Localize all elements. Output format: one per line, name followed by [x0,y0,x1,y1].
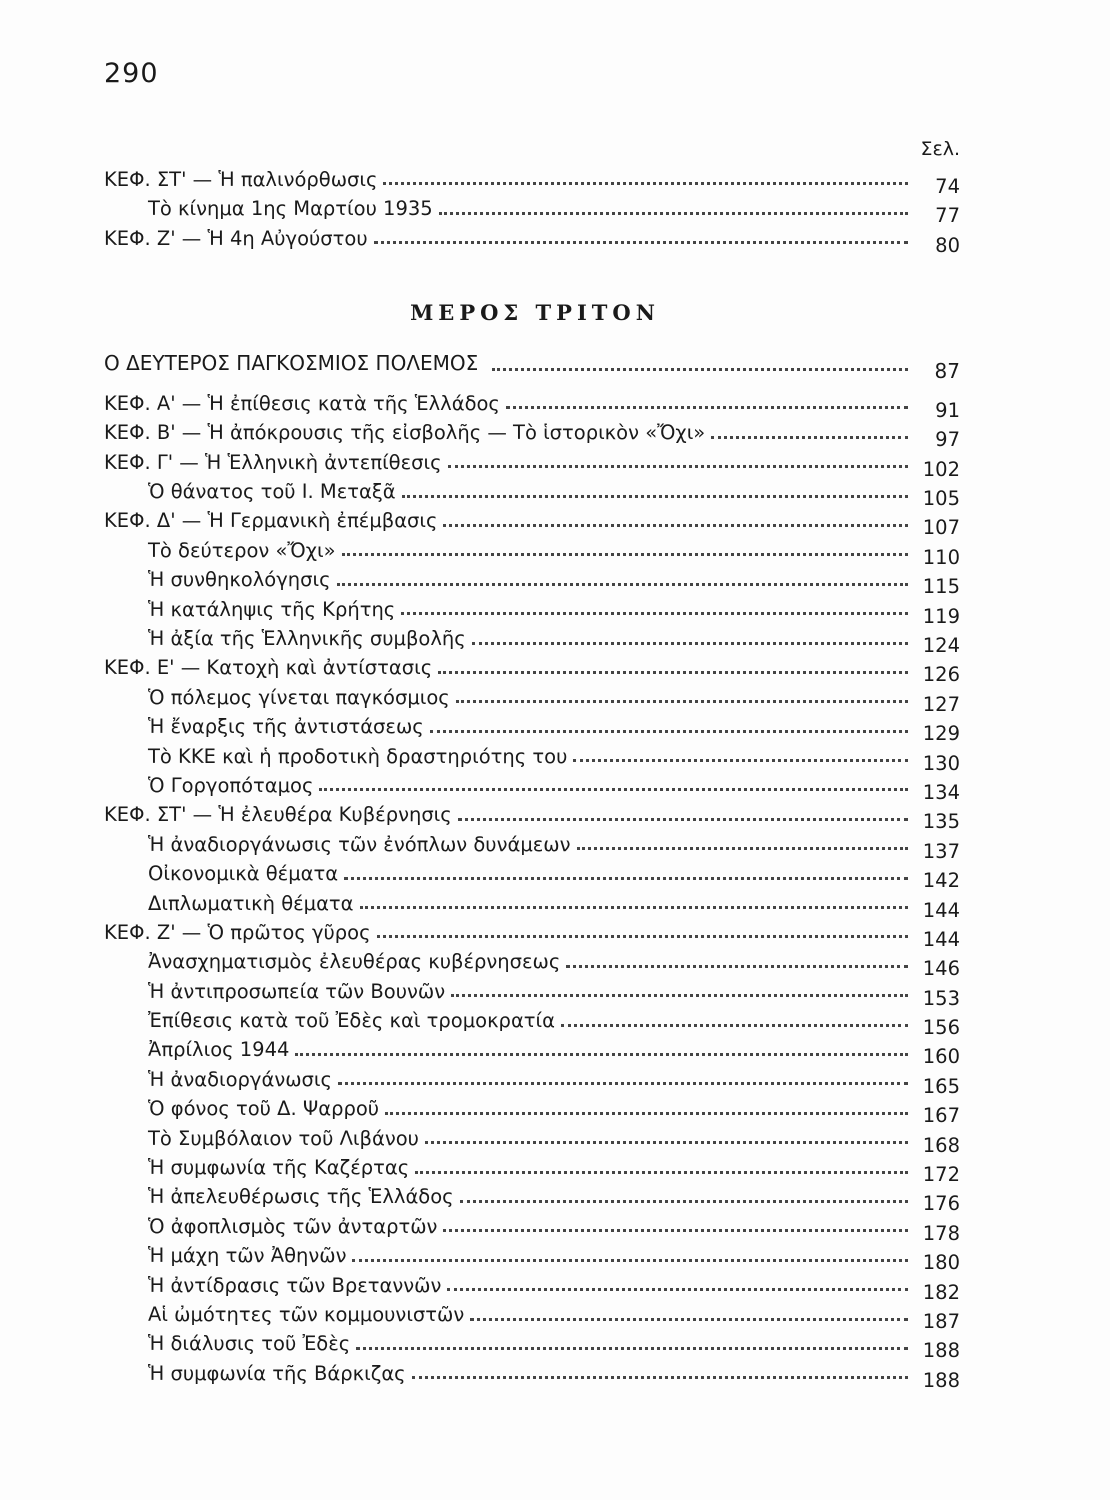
toc-entry-title: ΚΕΦ. Γ' — Ἡ Ἑλληνικὴ ἀντεπίθεσις [104,450,442,474]
toc-entry-page: 176 [922,1192,960,1216]
toc-entry [104,1089,960,1128]
toc-entry [104,384,960,422]
dot-leader [506,406,908,409]
dot-leader [415,1171,908,1174]
toc-entry-title: Ὁ φόνος τοῦ Δ. Ψαρροῦ [148,1097,380,1121]
toc-entry [104,1207,960,1245]
toc-entry [104,443,960,481]
dot-leader [360,906,908,909]
toc-entry [104,590,960,628]
toc-entry-title: ΚΕΦ. ΣΤ' — Ἡ παλινόρθωσις [104,167,378,191]
dot-leader [295,1053,908,1056]
toc-entry-page: 188 [922,1339,960,1363]
toc-entry-title: Ἡ συμφωνία τῆς Βάρκιζας [148,1361,406,1385]
toc-entry [104,413,960,452]
toc-entry [104,1295,960,1333]
dot-leader [711,436,908,439]
toc-entry [104,189,960,228]
dot-leader [470,1318,908,1321]
toc-entry-page: 102 [922,457,960,481]
toc-entry [104,707,960,746]
toc-entry-page: 124 [922,634,960,658]
toc-entry-title: Τὸ κίνημα 1ης Μαρτίου 1935 [148,197,433,221]
toc-entry-page: 107 [922,516,960,540]
toc-entry-title: Ἡ συνθηκολόγησις [148,568,331,592]
dot-leader [492,368,908,371]
toc-entry [104,560,960,599]
toc-entry-title: ΚΕΦ. Δ' — Ἡ Γερμανικὴ ἐπέμβασις [104,509,438,533]
dot-leader [342,553,909,556]
toc-entry-title: Ὁ θάνατος τοῦ Ι. Μεταξᾶ [148,480,396,504]
dot-leader [401,612,908,615]
toc-entry-title: Ἡ διάλυσις τοῦ Ἐδὲς [148,1332,351,1356]
dot-leader [448,465,908,468]
toc-entry-title: ΚΕΦ. Α' — Ἡ ἐπίθεσις κατὰ τῆς Ἑλλάδος [104,391,500,415]
page-column-label: Σελ. [920,138,960,160]
page-number: 290 [104,58,159,89]
toc-entry-page: 127 [922,692,960,716]
toc-entry-title: Τὸ Συμβόλαιον τοῦ Λιβάνου [148,1126,419,1150]
dot-leader [430,730,908,733]
toc-entry [104,942,960,981]
toc-entry-page: 146 [922,957,960,981]
toc-entry-title: Ἐπίθεσις κατὰ τοῦ Ἐδὲς καὶ τρομοκρατία [148,1009,555,1033]
toc-entry [104,737,960,775]
toc-entry [104,766,960,804]
toc-entry-title: Ἡ συμφωνία τῆς Καζέρτας [148,1156,410,1180]
toc-entry [104,1236,960,1275]
dot-leader [472,642,908,645]
toc-entry-title: Διπλωματικὴ θέματα [148,891,354,915]
part-heading: ΜΕΡΟΣ ΤΡΙΤΟΝ [410,300,660,325]
toc-top-entries [104,160,960,257]
toc-entry-page: 130 [922,751,960,775]
toc-entry-page: 168 [922,1133,960,1157]
toc-entry-title: Ὁ πόλεμος γίνεται παγκόσμιος [148,685,450,709]
toc-entry-page: 77 [935,204,960,228]
section-title: Ο ΔΕΥΤΕΡΟΣ ΠΑΓΚΟΣΜΙΟΣ ΠΟΛΕΜΟΣ [104,351,479,375]
dot-leader [438,671,908,674]
toc-entry-page: 126 [922,663,960,687]
toc-entry-page: 153 [922,986,960,1010]
toc-entry [104,1148,960,1187]
toc-entry-title: Ἡ μάχη τῶν Ἀθηνῶν [148,1244,347,1268]
toc-entry-title: ΚΕΦ. Ε' — Κατοχὴ καὶ ἀντίστασις [104,656,433,680]
toc-entry [104,1001,960,1040]
toc-entry-page: 187 [922,1310,960,1333]
toc-entry [104,619,960,658]
toc-entry [104,1178,960,1216]
dot-leader [338,1082,908,1085]
dot-leader [447,1288,908,1291]
toc-entry-page: 160 [922,1045,960,1069]
dot-leader [385,1112,908,1115]
toc-entry-title: Ἡ ἀπελευθέρωσις τῆς Ἑλλάδος [148,1185,454,1209]
toc-entry-page: 165 [922,1074,960,1098]
dot-leader [374,241,908,244]
toc-entry [104,795,960,834]
toc-entry [104,1354,960,1392]
toc-entry-page: 134 [922,780,960,804]
dot-leader [443,1229,908,1232]
section-heading-row [104,345,960,383]
toc-entry [104,854,960,893]
dot-leader [402,495,908,498]
dot-leader [566,965,908,968]
toc-entry-title: Ἡ ἀναδιοργάνωσις τῶν ἐνόπλων δυνάμεων [148,832,571,856]
toc-entry [104,913,960,951]
toc-entry-page: 119 [922,604,960,628]
toc-entry-page: 167 [922,1104,960,1128]
toc-entry [104,531,960,569]
section-page: 87 [934,359,960,383]
toc-entry-title: ΚΕΦ. ΣΤ' — Ἡ ἐλευθέρα Κυβέρνησις [104,803,452,827]
toc-entry-title: Ἡ κατάληψις τῆς Κρήτης [148,597,396,621]
toc-entry [104,219,960,257]
toc-main-entries [104,384,960,1392]
toc-entry-title: Ἡ ἀντιπροσωπεία τῶν Βουνῶν [148,979,446,1003]
dot-leader [344,877,908,880]
toc-entry-title: Τὸ δεύτερον «Ὄχι» [148,538,336,562]
toc-entry-title: Ἀπρίλιος 1944 [148,1038,290,1062]
dot-leader [577,847,909,850]
toc-entry-page: 182 [922,1280,960,1304]
toc-entry-page: 137 [922,839,960,863]
toc-entry-page: 144 [922,898,960,922]
toc-entry-page: 172 [922,1163,960,1187]
dot-leader [337,583,908,586]
dot-leader [439,212,908,215]
toc-entry-title: Ἡ ἀξία τῆς Ἑλληνικῆς συμβολῆς [148,627,466,651]
toc-entry [104,678,960,716]
toc-entry-title: Ἡ ἀντίδρασις τῶν Βρεταννῶν [148,1273,442,1297]
toc-entry-page: 74 [935,174,960,198]
toc-entry [104,1325,960,1363]
toc-entry [104,1060,960,1098]
toc-entry-title: Ἀνασχηματισμὸς ἐλευθέρας κυβέρνησεως [148,950,561,974]
toc-entry [104,1266,960,1304]
toc-entry-page: 156 [922,1016,960,1040]
toc-entry [104,825,960,863]
toc-entry [104,1119,960,1157]
dot-leader [451,994,908,997]
toc-entry-page: 105 [922,487,960,511]
dot-leader [443,524,908,527]
toc-entry [104,472,960,511]
toc-entry-title: ΚΕΦ. Β' — Ἡ ἀπόκρουσις τῆς εἰσβολῆς — Τὸ ἱστορικὸν «Ὄχι» [104,421,706,445]
toc-entry [104,160,960,198]
dot-leader [456,700,908,703]
toc-entry-page: 110 [922,545,960,569]
dot-leader [412,1376,908,1379]
toc-entry-title: Ὁ Γοργοπόταμος [148,773,314,797]
toc-entry-page: 135 [922,810,960,834]
toc-entry [104,1031,960,1069]
toc-entry-page: 144 [922,927,960,951]
toc-entry-title: Ἡ ἔναρξις τῆς ἀντιστάσεως [148,715,424,739]
toc-entry-title: Ἡ ἀναδιοργάνωσις [148,1067,332,1091]
toc-entry-page: 115 [922,575,960,599]
dot-leader [561,1024,908,1027]
dot-leader [458,818,908,821]
toc-entry [104,972,960,1010]
dot-leader [383,182,908,185]
dot-leader [573,759,908,762]
dot-leader [460,1200,908,1203]
toc-entry-title: Οἰκονομικὰ θέματα [148,862,339,886]
dot-leader [425,1141,908,1144]
toc-entry [104,884,960,922]
toc-entry-title: Τὸ ΚΚΕ καὶ ἡ προδοτικὴ δραστηριότης του [148,744,568,768]
dot-leader [356,1347,908,1350]
dot-leader [352,1259,908,1262]
toc-entry-page: 129 [922,722,960,746]
dot-leader [319,788,908,791]
toc-entry-title: Ὁ ἀφοπλισμὸς τῶν ἀνταρτῶν [148,1214,438,1238]
toc-entry-page: 188 [922,1368,960,1392]
toc-entry-page: 91 [935,398,960,422]
toc-entry-page: 142 [922,869,960,893]
toc-entry [104,649,960,687]
toc-entry-title: Αἱ ὠμότητες τῶν κομμουνιστῶν [148,1303,465,1326]
toc-entry-page: 80 [935,233,960,257]
toc-entry [104,502,960,540]
dot-leader [377,935,908,938]
toc-entry-title: ΚΕΦ. Ζ' — Ἡ 4η Αὐγούστου [104,226,368,250]
toc-entry-page: 178 [922,1221,960,1245]
toc-entry-title: ΚΕΦ. Ζ' — Ὁ πρῶτος γῦρος [104,920,371,944]
toc-entry-page: 180 [922,1251,960,1275]
toc-entry-page: 97 [935,428,960,452]
